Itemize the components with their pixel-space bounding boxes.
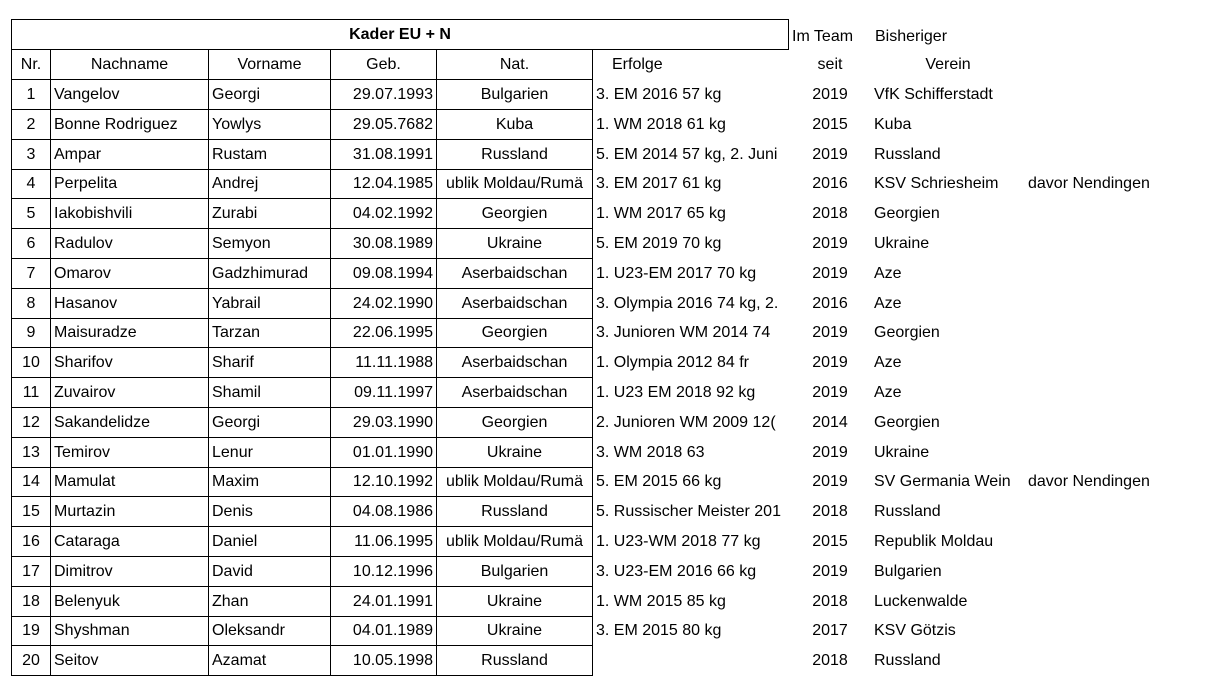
cell-seit: 2019 (812, 443, 848, 461)
cell-nr: 10 (11, 348, 50, 378)
cell-vorname: Gadzhimurad (208, 259, 330, 289)
header-seit: seit (817, 56, 843, 73)
cell-erfolge: 5. EM 2015 66 kg (596, 473, 722, 491)
cell-extra (1025, 199, 1209, 229)
cell-extra (1025, 110, 1209, 140)
cell-nachname: Cataraga (50, 527, 208, 557)
cell-nachname: Shyshman (50, 616, 208, 646)
cell-nachname: Dimitrov (50, 557, 208, 587)
cell-nat: Ukraine (436, 229, 592, 259)
cell-erfolge: 3. EM 2017 61 kg (596, 175, 722, 193)
cell-erfolge: 2. Junioren WM 2009 12( (596, 413, 776, 431)
cell-erfolge: 1. U23-EM 2017 70 kg (596, 264, 757, 282)
cell-nat: Russland (436, 497, 592, 527)
cell-erfolge (592, 646, 789, 676)
cell-nachname: Radulov (50, 229, 208, 259)
cell-verein: Georgien (874, 413, 940, 431)
cell-erfolge: 1. U23-WM 2018 77 kg (596, 533, 761, 550)
cell-seit: 2014 (812, 413, 848, 431)
cell-nachname: Perpelita (50, 169, 208, 199)
cell-vorname: Zurabi (208, 199, 330, 229)
cell-nachname: Seitov (50, 646, 208, 676)
cell-geb: 24.02.1990 (330, 289, 436, 319)
cell-geb: 09.08.1994 (330, 259, 436, 289)
cell-extra: davor Nendingen (1028, 473, 1150, 491)
cell-seit: 2019 (812, 384, 848, 401)
cell-vorname: Rustam (208, 140, 330, 170)
cell-nr: 19 (11, 616, 50, 646)
cell-extra (1025, 378, 1209, 408)
cell-seit: 2019 (812, 324, 848, 342)
cell-verein: Georgien (874, 205, 940, 223)
cell-nr: 15 (11, 497, 50, 527)
cell-nat: Bulgarien (436, 80, 592, 110)
cell-verein: Republik Moldau (874, 533, 994, 550)
cell-erfolge: 3. Junioren WM 2014 74 (596, 324, 771, 342)
cell-extra (1025, 497, 1209, 527)
cell-nachname: Bonne Rodriguez (50, 110, 208, 140)
header-nr: Nr. (11, 50, 50, 80)
cell-geb: 10.12.1996 (330, 557, 436, 587)
cell-nachname: Sakandelidze (50, 408, 208, 438)
cell-nr: 6 (11, 229, 50, 259)
cell-verein: Ukraine (874, 235, 930, 252)
cell-nr: 4 (11, 169, 50, 199)
cell-vorname: Maxim (208, 467, 330, 497)
cell-extra (1025, 527, 1209, 557)
cell-erfolge: 1. WM 2018 61 kg (596, 115, 726, 133)
cell-nat: ublik Moldau/Rumä (436, 467, 592, 497)
cell-geb: 01.01.1990 (330, 438, 436, 468)
cell-geb: 29.03.1990 (330, 408, 436, 438)
cell-seit: 2019 (812, 473, 848, 491)
cell-erfolge: 5. EM 2019 70 kg (596, 235, 722, 252)
cell-verein: Luckenwalde (874, 592, 968, 610)
cell-nat: Aserbaidschan (436, 289, 592, 319)
cell-verein: SV Germania Wein (874, 473, 1011, 491)
cell-geb: 12.04.1985 (330, 169, 436, 199)
cell-nr: 16 (11, 527, 50, 557)
cell-nat: Ukraine (436, 616, 592, 646)
cell-geb: 29.05.7682 (330, 110, 436, 140)
header-im-team: Im Team (792, 28, 854, 45)
cell-verein: Russland (874, 145, 941, 163)
cell-nachname: Hasanov (50, 289, 208, 319)
cell-vorname: Oleksandr (208, 616, 330, 646)
cell-verein: Georgien (874, 324, 940, 342)
cell-vorname: Lenur (208, 438, 330, 468)
cell-seit: 2016 (812, 175, 848, 193)
cell-erfolge: 3. EM 2016 57 kg (596, 86, 722, 103)
cell-erfolge: 5. Russischer Meister 201 (596, 503, 781, 521)
cell-geb: 22.06.1995 (330, 318, 436, 348)
cell-seit: 2019 (812, 264, 848, 282)
cell-erfolge: 1. Olympia 2012 84 fr (596, 354, 749, 372)
cell-nachname: Sharifov (50, 348, 208, 378)
cell-seit: 2016 (812, 294, 848, 312)
cell-nat: Bulgarien (436, 557, 592, 587)
cell-extra: davor Nendingen (1028, 175, 1150, 193)
cell-vorname: Denis (208, 497, 330, 527)
cell-erfolge: 1. WM 2015 85 kg (596, 592, 726, 610)
cell-erfolge: 3. WM 2018 63 (596, 443, 705, 461)
cell-vorname: Georgi (208, 408, 330, 438)
cell-geb: 31.08.1991 (330, 140, 436, 170)
cell-nachname: Ampar (50, 140, 208, 170)
cell-geb: 30.08.1989 (330, 229, 436, 259)
cell-extra (1025, 140, 1209, 170)
cell-seit: 2018 (812, 652, 848, 670)
cell-vorname: Georgi (208, 80, 330, 110)
cell-verein: Ukraine (874, 443, 930, 461)
cell-nat: Aserbaidschan (436, 259, 592, 289)
cell-nr: 2 (11, 110, 50, 140)
cell-nr: 12 (11, 408, 50, 438)
cell-geb: 04.01.1989 (330, 616, 436, 646)
header-vorname: Vorname (208, 50, 330, 80)
cell-seit: 2018 (812, 205, 848, 223)
cell-vorname: Azamat (208, 646, 330, 676)
cell-seit: 2019 (812, 562, 848, 580)
cell-nr: 8 (11, 289, 50, 319)
cell-erfolge: 3. U23-EM 2016 66 kg (596, 562, 757, 580)
cell-nr: 1 (11, 80, 50, 110)
cell-nat: Russland (436, 140, 592, 170)
cell-seit: 2015 (812, 533, 848, 550)
cell-seit: 2019 (812, 145, 848, 163)
cell-verein: Bulgarien (874, 562, 942, 580)
cell-seit: 2019 (812, 354, 848, 372)
header-erfolge: Erfolge (612, 56, 663, 73)
cell-nr: 11 (11, 378, 50, 408)
cell-verein: Russland (874, 503, 941, 521)
cell-geb: 04.02.1992 (330, 199, 436, 229)
cell-verein: KSV Götzis (874, 622, 956, 640)
cell-seit: 2019 (812, 86, 848, 103)
cell-geb: 11.06.1995 (330, 527, 436, 557)
cell-vorname: Shamil (208, 378, 330, 408)
cell-verein: Aze (874, 294, 902, 312)
header-nat: Nat. (436, 50, 592, 80)
cell-nr: 3 (11, 140, 50, 170)
cell-vorname: Zhan (208, 587, 330, 617)
cell-nat: Aserbaidschan (436, 348, 592, 378)
cell-nr: 14 (11, 467, 50, 497)
cell-extra (1025, 80, 1209, 110)
cell-nachname: Omarov (50, 259, 208, 289)
cell-extra (1025, 318, 1209, 348)
cell-nat: Aserbaidschan (436, 378, 592, 408)
cell-extra (1025, 348, 1209, 378)
cell-seit: 2015 (812, 115, 848, 133)
cell-nachname: Belenyuk (50, 587, 208, 617)
header-verein: Verein (925, 56, 971, 73)
cell-vorname: Yabrail (208, 289, 330, 319)
cell-erfolge: 5. EM 2014 57 kg, 2. Juni (596, 145, 778, 163)
cell-erfolge: 3. EM 2015 80 kg (596, 622, 722, 640)
header-bisheriger: Bisheriger (875, 28, 948, 45)
cell-nachname: Mamulat (50, 467, 208, 497)
cell-geb: 04.08.1986 (330, 497, 436, 527)
cell-verein: VfK Schifferstadt (874, 86, 993, 103)
cell-extra (1025, 616, 1209, 646)
cell-seit: 2018 (812, 592, 848, 610)
cell-erfolge: 3. Olympia 2016 74 kg, 2. (596, 294, 779, 312)
cell-vorname: David (208, 557, 330, 587)
cell-seit: 2018 (812, 503, 848, 521)
cell-extra (1025, 289, 1209, 319)
cell-nat: Georgien (436, 408, 592, 438)
cell-nr: 13 (11, 438, 50, 468)
cell-extra (1025, 438, 1209, 468)
cell-verein: Aze (874, 354, 902, 372)
cell-nr: 18 (11, 587, 50, 617)
cell-verein: Russland (874, 652, 941, 670)
cell-nr: 5 (11, 199, 50, 229)
cell-extra (1025, 229, 1209, 259)
cell-vorname: Daniel (208, 527, 330, 557)
cell-extra (1025, 646, 1209, 676)
cell-vorname: Andrej (208, 169, 330, 199)
cell-extra (1025, 587, 1209, 617)
cell-nachname: Iakobishvili (50, 199, 208, 229)
cell-nat: Kuba (436, 110, 592, 140)
cell-erfolge: 1. WM 2017 65 kg (596, 205, 726, 223)
cell-nat: Ukraine (436, 438, 592, 468)
cell-extra (1025, 408, 1209, 438)
cell-vorname: Sharif (208, 348, 330, 378)
header-nachname: Nachname (50, 50, 208, 80)
cell-nat: ublik Moldau/Rumä (436, 527, 592, 557)
cell-geb: 29.07.1993 (330, 80, 436, 110)
cell-nat: ublik Moldau/Rumä (436, 169, 592, 199)
sheet-title: Kader EU + N (11, 19, 789, 50)
cell-nr: 17 (11, 557, 50, 587)
cell-verein: Kuba (874, 115, 912, 133)
cell-geb: 11.11.1988 (330, 348, 436, 378)
cell-nat: Russland (436, 646, 592, 676)
cell-nachname: Murtazin (50, 497, 208, 527)
table-right-border (592, 50, 593, 676)
cell-extra (1025, 557, 1209, 587)
cell-nachname: Maisuradze (50, 318, 208, 348)
cell-extra (1025, 259, 1209, 289)
cell-verein: Aze (874, 384, 902, 401)
cell-nat: Ukraine (436, 587, 592, 617)
cell-geb: 10.05.1998 (330, 646, 436, 676)
cell-verein: KSV Schriesheim (874, 175, 999, 193)
cell-seit: 2017 (812, 622, 848, 640)
cell-nachname: Temirov (50, 438, 208, 468)
cell-geb: 12.10.1992 (330, 467, 436, 497)
cell-nachname: Vangelov (50, 80, 208, 110)
cell-nat: Georgien (436, 318, 592, 348)
cell-seit: 2019 (812, 235, 848, 252)
cell-erfolge: 1. U23 EM 2018 92 kg (596, 384, 756, 401)
cell-nr: 9 (11, 318, 50, 348)
cell-vorname: Yowlys (208, 110, 330, 140)
cell-geb: 24.01.1991 (330, 587, 436, 617)
cell-nat: Georgien (436, 199, 592, 229)
cell-nr: 7 (11, 259, 50, 289)
cell-geb: 09.11.1997 (330, 378, 436, 408)
cell-vorname: Semyon (208, 229, 330, 259)
cell-verein: Aze (874, 264, 902, 282)
cell-vorname: Tarzan (208, 318, 330, 348)
header-geb: Geb. (330, 50, 436, 80)
cell-nachname: Zuvairov (50, 378, 208, 408)
cell-nr: 20 (11, 646, 50, 676)
